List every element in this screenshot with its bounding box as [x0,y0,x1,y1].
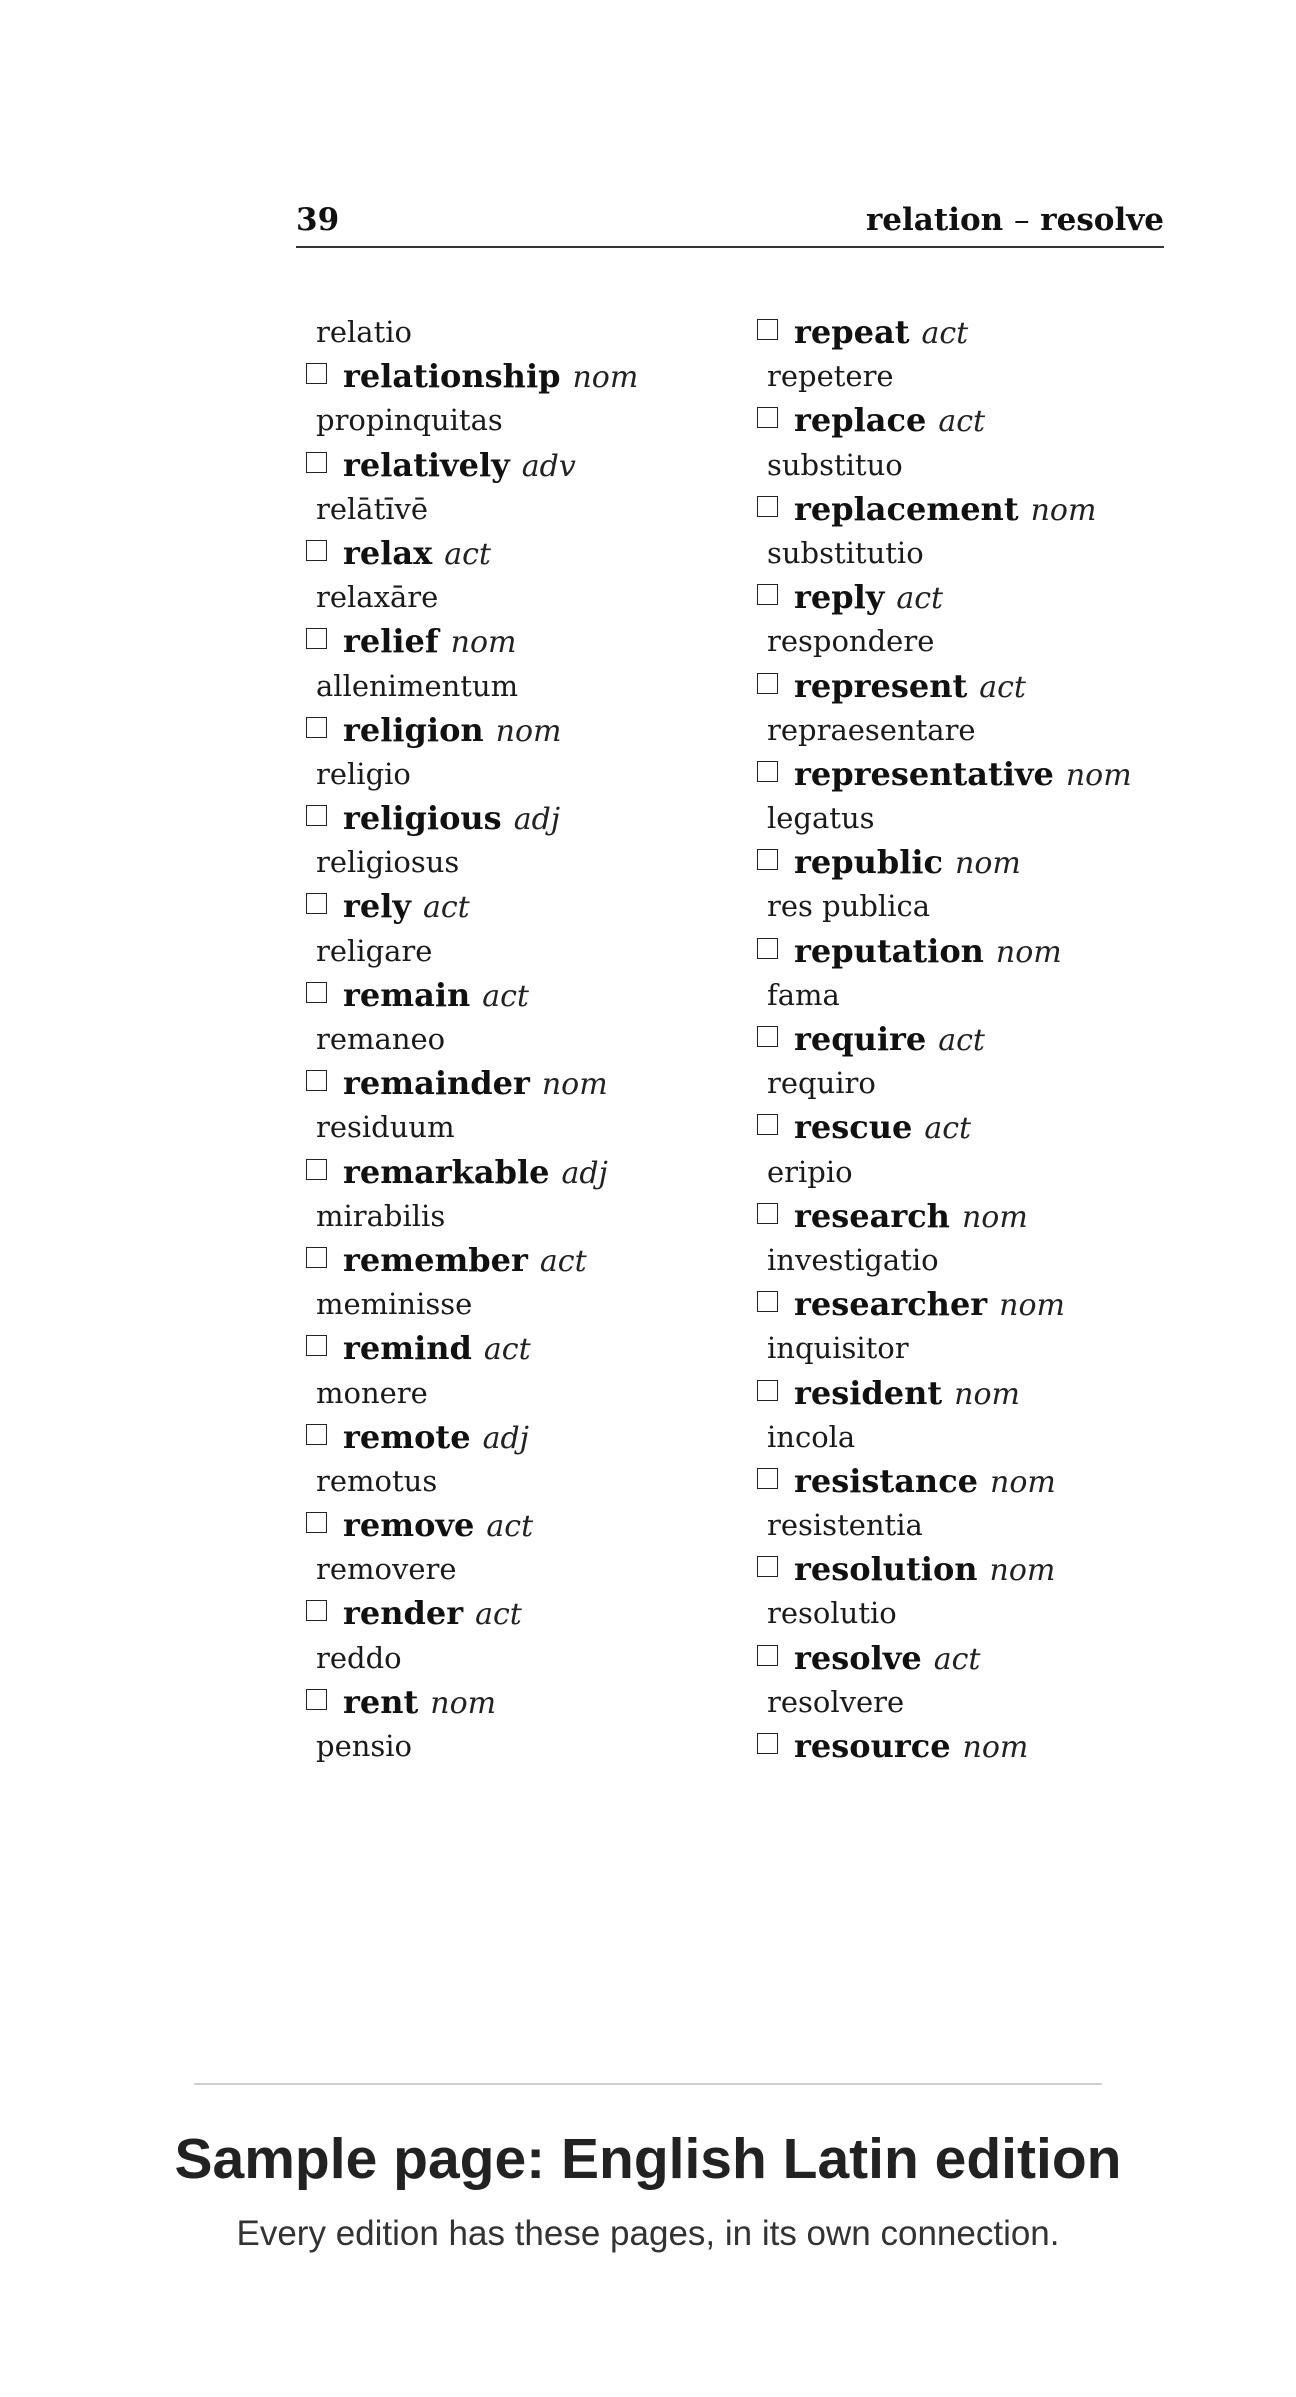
vocab-entry [757,398,1132,442]
english-term: researcher [794,1285,988,1324]
vocab-entry [757,1282,1132,1326]
vocab-entry [306,1503,638,1547]
entry-checkbox[interactable] [306,1335,327,1356]
latin-translation: remotus [316,1463,438,1498]
latin-translation: resolvere [767,1684,905,1719]
footer-title: Sample page: English Latin edition [174,2127,1122,2191]
entry-checkbox[interactable] [306,982,327,1003]
vocab-entry [306,443,638,487]
entry-checkbox[interactable] [757,584,778,605]
page-number: 39 [296,202,340,238]
part-of-speech: act [539,1243,587,1279]
part-of-speech: nom [495,713,562,749]
vocab-entry [306,708,638,752]
latin-translation: propinquitas [316,403,503,438]
entry-checkbox[interactable] [757,1733,778,1754]
part-of-speech: act [422,890,470,926]
part-of-speech: act [444,536,491,572]
entry-checkbox[interactable] [306,1424,327,1445]
entry-checkbox[interactable] [306,1070,327,1091]
entry-checkbox[interactable] [306,805,327,826]
part-of-speech: nom [541,1067,608,1103]
part-of-speech: adj [513,802,561,838]
latin-translation: religare [316,933,433,968]
latin-translation: resolutio [767,1596,897,1631]
vocab-entry [306,1326,638,1370]
vocab-entry [757,1636,1132,1680]
latin-translation: pensio [316,1729,413,1763]
part-of-speech: adj [561,1155,608,1191]
entry-checkbox[interactable] [757,1468,778,1489]
english-term: rent [343,1682,419,1721]
part-of-speech: nom [1065,757,1132,793]
part-of-speech: act [486,1509,534,1545]
part-of-speech: nom [989,1553,1056,1589]
english-term: relationship [343,357,561,396]
entry-checkbox[interactable] [306,363,327,384]
vocab-entry [757,575,1132,619]
page-range [866,202,1164,238]
part-of-speech: nom [954,1376,1021,1412]
english-term: remote [343,1417,471,1456]
latin-translation: removere [316,1552,457,1587]
latin-translation: monere [316,1375,428,1410]
vocab-entry [757,1105,1132,1149]
vocab-entry [306,1238,638,1282]
range-start: relation [865,202,1004,238]
page-header [296,196,1164,248]
entry-checkbox[interactable] [757,407,778,428]
english-term: rely [343,887,411,926]
english-term: resistance [794,1461,979,1500]
entry-checkbox[interactable] [757,1026,778,1047]
latin-translation: investigatio [767,1242,939,1277]
part-of-speech: nom [990,1464,1056,1500]
latin-translation: religiosus [316,845,460,880]
entry-checkbox[interactable] [757,1203,778,1224]
part-of-speech: nom [955,846,1021,882]
english-term: render [343,1594,464,1633]
latin-translation: substituo [767,447,903,482]
english-term: religion [343,710,484,749]
entry-checkbox[interactable] [757,761,778,782]
entry-checkbox[interactable] [306,452,327,473]
latin-translation: mirabilis [316,1198,446,1233]
latin-translation: incola [767,1419,856,1454]
latin-translation: remaneo [316,1022,446,1056]
vocab-entry [306,1680,638,1724]
part-of-speech: act [979,669,1026,705]
english-term: remember [343,1240,528,1279]
latin-translation: reddo [316,1640,402,1675]
vocab-entry [757,929,1132,973]
entry-checkbox[interactable] [306,717,327,738]
english-term: remove [343,1506,475,1545]
vocab-entry [306,1061,638,1105]
latin-translation: repraesentare [767,712,976,747]
english-term: replacement [794,489,1019,528]
part-of-speech: nom [572,360,639,396]
part-of-speech: adv [521,448,576,484]
entry-checkbox[interactable] [306,1600,327,1621]
english-term: represent [794,666,968,705]
vocab-entry [306,973,638,1017]
range-end: resolve [1040,202,1164,238]
latin-translation: relātīvē [316,491,429,526]
latin-translation: fama [767,977,840,1012]
part-of-speech: act [938,1023,985,1058]
latin-translation: relatio [316,315,412,349]
part-of-speech: act [475,1597,522,1633]
entry-checkbox[interactable] [306,1512,327,1533]
vocab-entry [306,884,638,928]
latin-translation: allenimentum [316,668,519,703]
entry-checkbox[interactable] [757,673,778,694]
latin-translation: respondere [767,624,935,659]
english-term: reputation [794,931,984,970]
right-column [757,310,1132,1768]
latin-translation: eripio [767,1154,853,1189]
entry-checkbox[interactable] [306,893,327,914]
english-term: resolution [794,1550,978,1589]
part-of-speech: act [483,1332,531,1368]
latin-translation: substitutio [767,535,924,570]
part-of-speech: act [896,581,944,617]
english-term: relief [343,622,439,661]
english-term: research [794,1196,950,1235]
part-of-speech: adj [482,1420,529,1456]
vocab-entry [306,1150,638,1194]
english-term: reply [794,578,885,617]
entry-checkbox[interactable] [306,628,327,649]
vocab-entry [757,487,1132,531]
latin-translation: repetere [767,359,894,394]
entry-checkbox[interactable] [757,1645,778,1666]
part-of-speech: nom [450,625,517,661]
vocab-entry [757,664,1132,708]
latin-translation: relaxāre [316,580,439,615]
vocab-entry [757,310,1132,354]
latin-translation: legatus [767,801,875,836]
english-term: relax [343,533,433,572]
vocab-entry [306,354,638,398]
vocab-entry [757,1724,1132,1768]
entry-checkbox[interactable] [757,319,778,340]
vocab-entry [757,840,1132,884]
entry-checkbox[interactable] [757,1291,778,1312]
part-of-speech: act [933,1641,981,1677]
range-separator: – [1014,202,1030,238]
english-term: relatively [343,445,510,484]
english-term: remind [343,1329,472,1368]
latin-translation: res publica [767,889,931,924]
entry-checkbox[interactable] [306,1247,327,1268]
latin-translation: inquisitor [767,1331,909,1366]
english-term: replace [794,401,927,440]
vocab-entry [306,531,638,575]
part-of-speech: nom [961,1199,1028,1235]
part-of-speech: act [482,978,529,1014]
english-term: resolve [794,1638,922,1677]
latin-translation: religio [316,756,411,791]
left-column [306,310,638,1768]
part-of-speech: act [921,316,969,351]
english-term: representative [794,754,1054,793]
vocab-entry [757,1371,1132,1415]
latin-translation: resistentia [767,1508,923,1543]
english-term: rescue [794,1108,913,1147]
part-of-speech: nom [430,1685,497,1721]
part-of-speech: nom [1030,492,1097,528]
english-term: republic [794,843,944,882]
english-term: resident [794,1373,943,1412]
part-of-speech: nom [995,934,1062,970]
entry-checkbox[interactable] [757,496,778,517]
part-of-speech: act [938,404,986,440]
entry-checkbox[interactable] [306,540,327,561]
english-term: repeat [794,313,910,351]
vocab-entry [757,1459,1132,1503]
vocab-entry [306,1591,638,1635]
entry-checkbox[interactable] [306,1689,327,1710]
part-of-speech: nom [962,1730,1029,1765]
part-of-speech: act [924,1111,972,1147]
part-of-speech: nom [999,1288,1065,1324]
entry-checkbox[interactable] [306,1159,327,1180]
vocab-entry [757,1547,1132,1591]
entry-checkbox[interactable] [757,938,778,959]
vocab-entry [306,619,638,663]
english-term: remain [343,975,471,1014]
latin-translation: meminisse [316,1287,473,1322]
vocab-entry [306,1415,638,1459]
english-term: resource [794,1727,951,1765]
vocab-entry [757,752,1132,796]
entry-checkbox[interactable] [757,1556,778,1577]
english-term: remarkable [343,1152,550,1191]
vocab-entry [757,1194,1132,1238]
vocab-entry [757,1017,1132,1061]
latin-translation: requiro [767,1066,876,1101]
entry-checkbox[interactable] [757,1114,778,1135]
english-term: religious [343,799,502,838]
entry-checkbox[interactable] [757,1380,778,1401]
english-term: remainder [343,1064,530,1103]
english-term: require [794,1020,927,1058]
entry-checkbox[interactable] [757,849,778,870]
footer-divider [194,2083,1102,2085]
latin-translation: residuum [316,1110,455,1145]
vocab-entry [306,796,638,840]
footer-subtitle: Every edition has these pages, in its own connection. [236,2214,1060,2253]
